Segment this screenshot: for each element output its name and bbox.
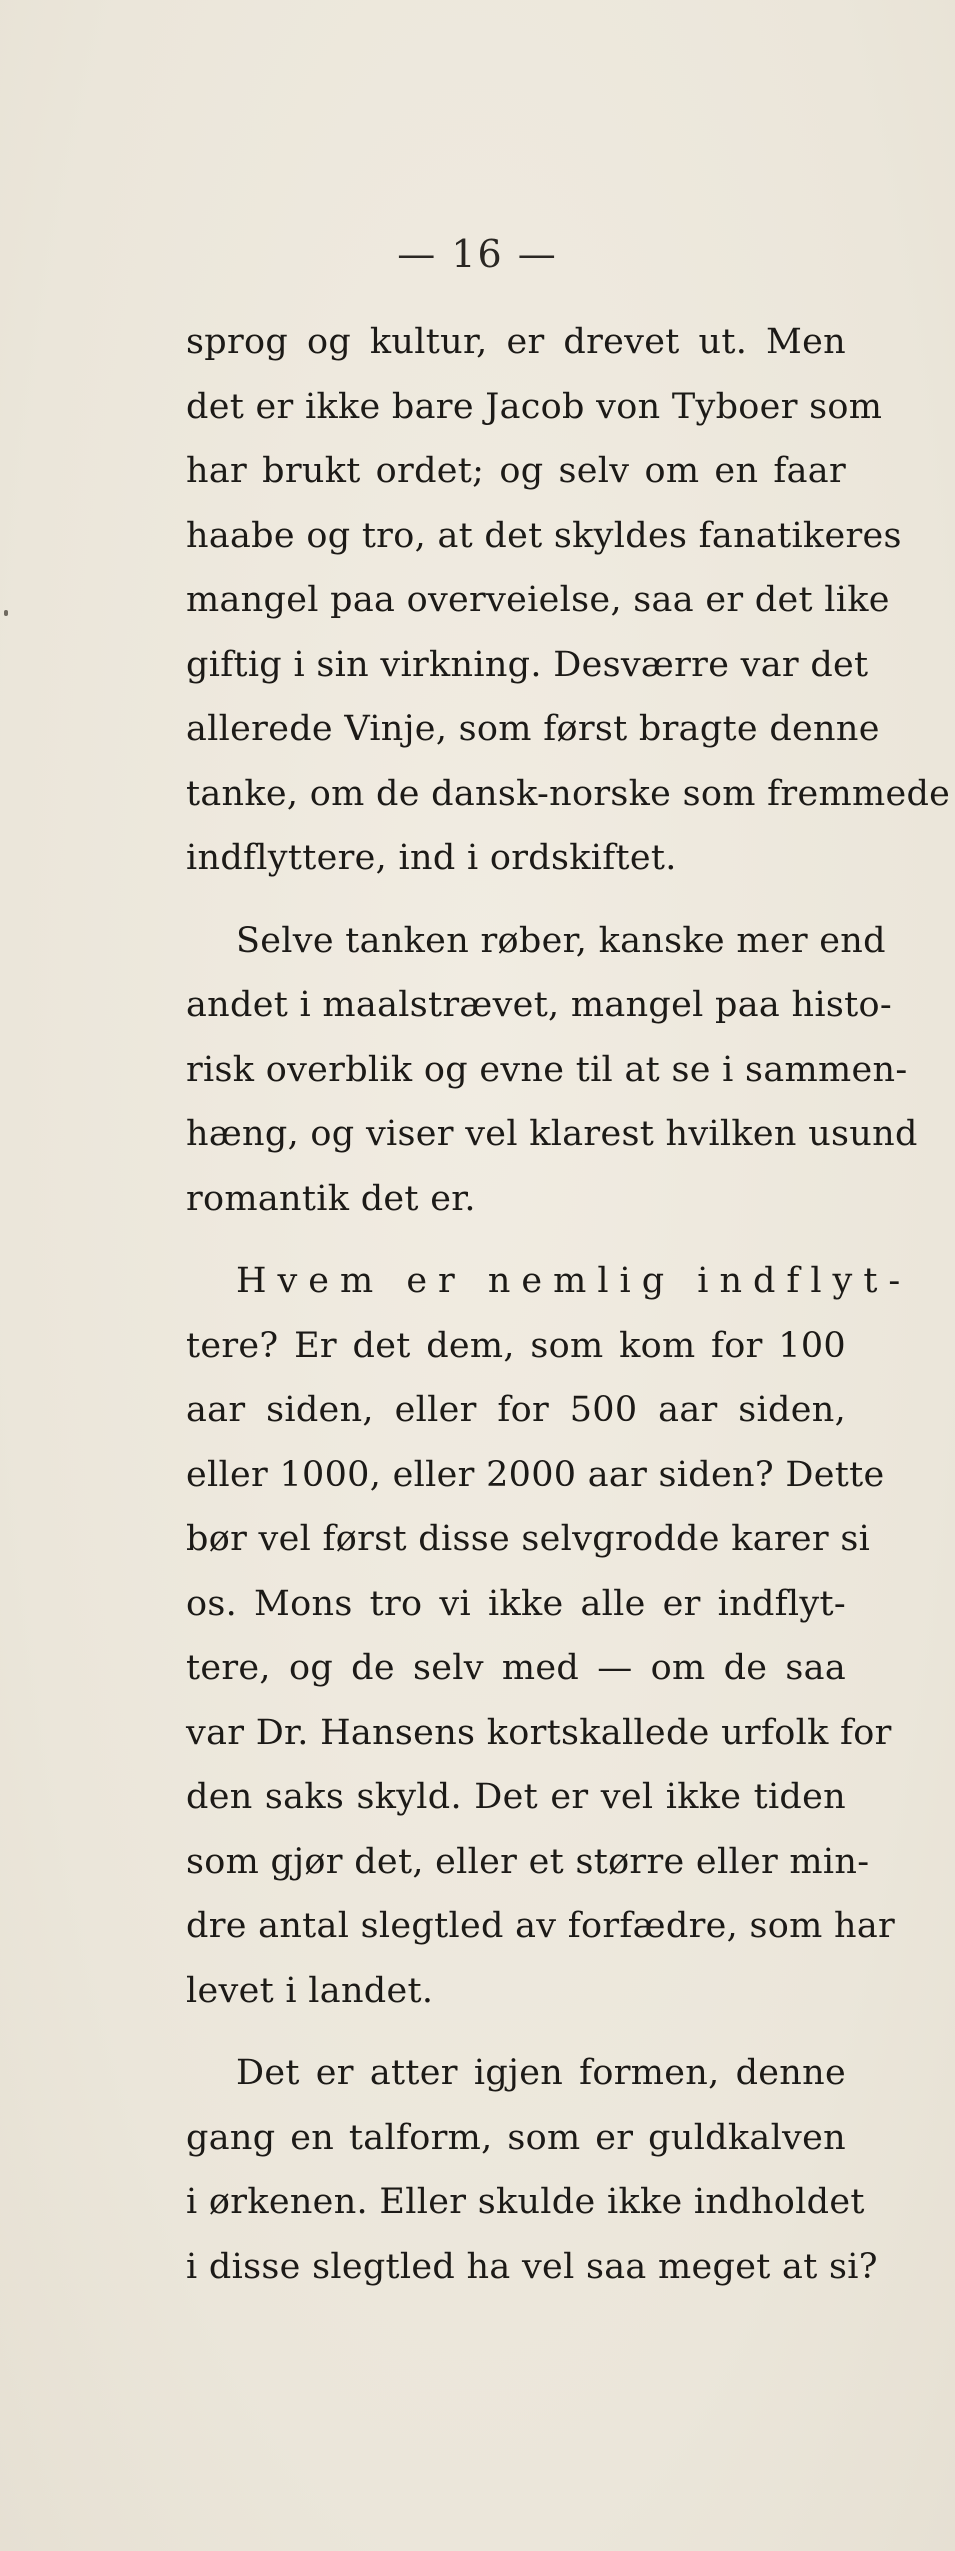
text-line: det er ikke bare Jacob von Tyboer som bbox=[186, 386, 883, 427]
text-line: risk overblik og evne til at se i sammen- bbox=[186, 1049, 908, 1090]
text-line: allerede Vinje, som først bragte denne bbox=[186, 709, 880, 749]
paragraph-gap bbox=[186, 1231, 846, 1249]
paragraph bbox=[186, 909, 918, 1232]
text-line: mangel paa overveielse, saa er det like bbox=[186, 580, 890, 620]
text-line: andet i maalstrævet, mangel paa histo- bbox=[186, 985, 892, 1025]
text-line: den saks skyld. Det er vel ikke tiden bbox=[186, 1777, 846, 1817]
text-line: bør vel først disse selvgrodde karer si bbox=[186, 1519, 871, 1559]
text-line: romantik det er. bbox=[186, 1178, 476, 1219]
text-line: i disse slegtled ha vel saa meget at si? bbox=[186, 2246, 878, 2287]
text-line: eller 1000, eller 2000 aar siden? Dette bbox=[186, 1454, 885, 1495]
text-line: gang en talform, som er guldkalven bbox=[186, 2117, 846, 2158]
paragraph-gap bbox=[186, 891, 846, 909]
text-line: aar siden, eller for 500 aar siden, bbox=[186, 1390, 846, 1430]
text-line: sprog og kultur, er drevet ut. Men bbox=[186, 322, 846, 362]
text-line: tere, og de selv med — om de saa bbox=[186, 1648, 846, 1688]
text-line: dre antal slegtled av forfædre, som har bbox=[186, 1906, 896, 1946]
body-text bbox=[186, 310, 951, 2299]
paragraph bbox=[186, 2041, 878, 2299]
text-line: hæng, og viser vel klarest hvilken usund bbox=[186, 1114, 918, 1154]
scan-speck bbox=[4, 610, 8, 616]
text-line: som gjør det, eller et større eller min- bbox=[186, 1841, 870, 1882]
text-line: Selve tanken røber, kanske mer end bbox=[236, 920, 886, 961]
text-line: i ørkenen. Eller skulde ikke indholdet bbox=[186, 2182, 865, 2222]
text-line: har brukt ordet; og selv om en faar bbox=[186, 451, 846, 491]
text-line: tanke, om de dansk-norske som fremmede bbox=[186, 773, 951, 814]
text-line: levet i landet. bbox=[186, 1970, 434, 2011]
paragraph-gap bbox=[186, 2023, 846, 2041]
text-line: giftig i sin virkning. Desværre var det bbox=[186, 644, 869, 685]
paragraph bbox=[186, 1249, 912, 2023]
text-line: os. Mons tro vi ikke alle er indflyt- bbox=[186, 1583, 846, 1624]
text-line: indflyttere, ind i ordskiftet. bbox=[186, 838, 677, 878]
page-number: — 16 — bbox=[397, 232, 558, 276]
text-line: Hvem er nemlig indflyt- bbox=[236, 1261, 912, 1301]
text-line: Det er atter igjen formen, denne bbox=[236, 2053, 846, 2093]
text-line: var Dr. Hansens kortskallede urfolk for bbox=[186, 1712, 892, 1753]
text-line: tere? Er det dem, som kom for 100 bbox=[186, 1325, 846, 1366]
paragraph bbox=[186, 310, 951, 891]
text-line: haabe og tro, at det skyldes fanatikeres bbox=[186, 515, 902, 556]
